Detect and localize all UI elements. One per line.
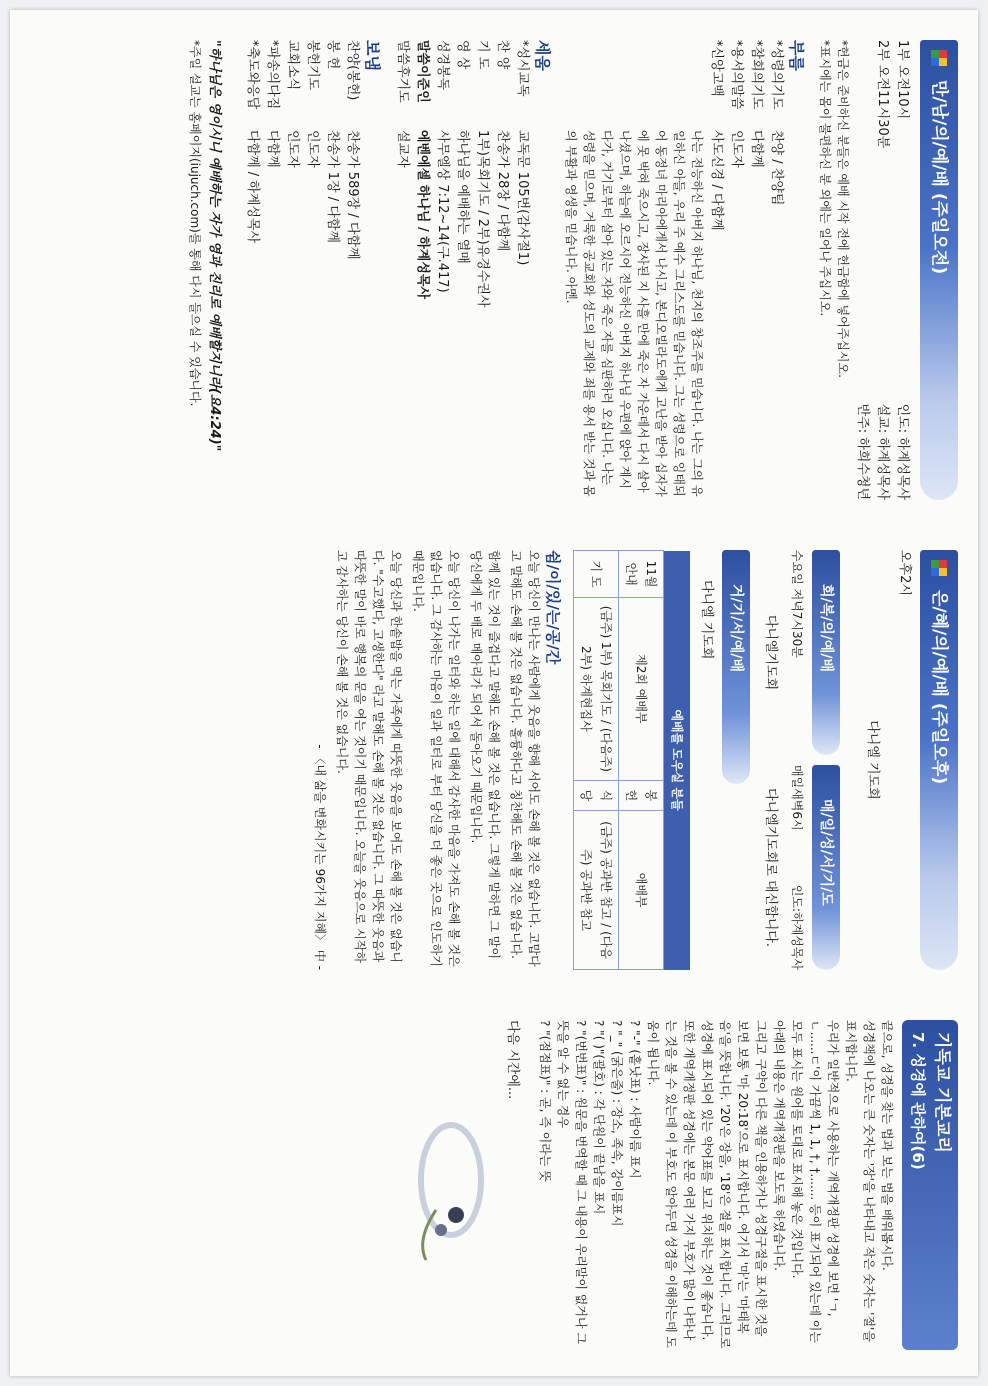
dawn-time: 매일새벽6시 (790, 765, 804, 831)
other-services (311, 550, 958, 970)
symbol-item: ? "(점점표)" : 곧, 즉 이라는 뜻 (538, 1020, 552, 1182)
symbol-item: ? "(번번표)" : 원문을 번역할 때 그 내용이 우리말이 없거나 그 뜻을 알 수 없는 경우 (556, 1020, 588, 1344)
morning-service (186, 40, 958, 500)
send-v-2: 인도자 (305, 130, 320, 168)
afternoon-time: 오후2시 (897, 550, 912, 596)
apostles-creed: 나는 전능하신 아버지 하나님, 천지의 창조주를 믿습니다. 나는 그의 유일하신 아들, 우리 주 예수 그리스도를 믿습니다. 그는 성령으로 잉태되어 동정녀 마리아에게서 나시고, 본디오빌라도에게 고난을 받아 십자가에 못 박혀 죽으시고, 장사된 지 사흘 만에 죽은 자 가운데서 다시 살아나셨으며, 하늘에 오르시어 전능하신 아버지 하나님 우편에 앉아 계시다가, 거기로부터 살아 있는 자와 죽은 자를 심판하러 오십니다. 나는 성령을 믿으며, 거룩한 공교회와 성도의 교제와 죄를 용서 받는 것과 몸의 부활과 영생을 믿습니다. 아멘. (564, 130, 704, 497)
helper-cell: 기 도 (574, 551, 619, 598)
section-worship: 부름 (787, 40, 806, 71)
wed-content: 다니엘기도회 (763, 614, 778, 691)
doctrine-paragraph: 아래의 내용은 개역개정판을 보도록 하였습니다. (772, 1020, 786, 1271)
wed-banner (812, 550, 840, 755)
rest-title: 쉼/이/있/는/공/간 (544, 550, 562, 665)
helper-cell: 식 당 (574, 780, 619, 811)
word-k-0: *성시교독 (515, 40, 530, 97)
afternoon-content: 다니엘 기도회 (865, 720, 880, 800)
rest-paragraph: 오늘 당신이 만나는 사람에게 웃음을 향해 서어도 손해 볼 것은 없습니다. 고맙다고 말해도 손해 볼 것은 없습니다. 훌륭하다고 칭찬해도 손해 볼 것은 없습니다. (509, 550, 541, 967)
scripture-quote: "하나님은 영이시니 예배하는 자가 영과 진리로 예배할지니라(요4:24)" (207, 40, 222, 452)
send-v-4: 다함께 (265, 130, 280, 168)
officiant-1: 인도: 하계성목사 (895, 403, 910, 500)
helper-cell: 11월안내 (619, 551, 664, 598)
word-k-3: 영 상 (455, 40, 470, 70)
afternoon-title: 은/혜/의/예/배 (주일오후) (929, 590, 949, 785)
church-logo-icon (931, 560, 947, 576)
rest-paragraph: 함께 있는 것이 즐겁다고 말해도 손해 볼 것은 없습니다. 그렇게 말하면 그 말이 당신에게 두 배로 메아리가 되어서 돌아오기 때문입니다. (469, 550, 501, 959)
sermon-online-note: *주일 설교는 홈페이지(iujuch.com)를 통해 다시 들으실 수 있습니다. (188, 40, 202, 407)
send-k-1: 봉 헌 (325, 40, 340, 70)
officiant-2: 설교: 하계성목사 (875, 403, 890, 500)
rest-source: - 〈내 삶을 변화시키는 96가지 지혜〉 中 - (313, 744, 327, 970)
word-v-4: 사무엘상 7:12~14(구.417) (435, 130, 450, 293)
flower-decoration-icon (406, 1120, 496, 1270)
fri-banner (722, 550, 750, 784)
section-word: 세움 (533, 40, 552, 71)
send-k-5: *축도와응답 (245, 40, 260, 110)
worship-v-2: 인도자 (729, 130, 744, 168)
word-v-1: 찬송가 28장 / 다함께 (495, 130, 510, 252)
word-v-2: 1부)목회기도 / 2부)유경수권사 (475, 130, 490, 308)
worship-v-3: 사도신경 / 다함께 (709, 130, 724, 231)
wed-title: 회/복/의/예/배 (818, 584, 834, 673)
church-logo-icon (931, 50, 947, 66)
word-k-2: 기 도 (475, 40, 490, 70)
dawn-leader: 인도:하계성목사 (790, 884, 804, 970)
send-v-0: 찬송가 589장 / 다함께 (345, 130, 360, 260)
helper-cell: 봉 헌 (619, 780, 664, 811)
send-k-2: 봉헌기도 (305, 40, 320, 91)
helper-cell: (금주) 1부) 목회기도 / (다음주) 2부) 하계현집사 (574, 598, 619, 780)
doctrine-title: 기독교 기본교리 (932, 1032, 952, 1153)
helper-cell: 제2회 예배부 (619, 598, 664, 780)
note-2: *표시에는 몸이 불편하신 분 외에는 일어나 주십시오. (818, 40, 832, 317)
worship-k-0: *성령의기도 (769, 40, 784, 110)
afternoon-banner (920, 550, 958, 970)
fri-title: 거/기/서/예/배 (728, 584, 744, 673)
send-v-1: 찬송가 1장 / 다함께 (325, 130, 340, 243)
dawn-content: 다니엘기도회로 대신합니다. (763, 788, 778, 947)
helper-cell: 애배부 (619, 811, 664, 970)
morning-title: 만/남/의/예/배 (주일오전) (929, 80, 949, 275)
wed-time: 수요일 저녁7시30분 (790, 550, 804, 658)
send-v-3: 인도자 (285, 130, 300, 168)
worship-k-2: *용서의말씀 (729, 40, 744, 110)
helpers-title: 예배를 도우실 분들 (664, 551, 691, 970)
doctrine-header (902, 1020, 958, 1350)
fri-content: 다니엘 기도회 (699, 580, 714, 660)
doctrine-sidebar (406, 1020, 958, 1350)
dawn-banner (812, 765, 840, 970)
word-v-6: 설교자 (395, 130, 410, 168)
worship-v-0: 찬양 / 찬양팀 (769, 130, 784, 206)
time-2: 2부 오전11시30분 (875, 40, 890, 149)
doctrine-paragraph: 그리고 구약이 다른 책을 인용하거나 성경구절을 표시한 것을 보면 보통 '마 20:18'으로 표시합니다. 여기서 '마'는 '마태복음'을 뜻합니다. '20'은 장을, '18'은 절을 표시합니다. 그러므로 성경에 표시되어 있는 약어표를 보고 위치하는 것이 좋습니다. (700, 1020, 768, 1349)
worship-v-1: 다함께 (749, 130, 764, 168)
dawn-title: 매/일/성/서/기/도 (818, 799, 834, 906)
symbol-item: ? "( )"(괄호) : 각 단원이 끝남을 표시 (592, 1020, 606, 1215)
worship-k-3: *신앙고백 (709, 40, 724, 97)
helpers-table (573, 550, 690, 970)
next-time: 다음 시간에... (505, 1020, 520, 1100)
send-k-0: 찬양(봉헌) (345, 40, 360, 101)
helper-cell: (금주) 공과반 참고 / (다음주) 공과반 참고 (574, 811, 619, 970)
section-send: 보냄 (363, 40, 382, 71)
word-k-5: 말씀이준인 (415, 40, 430, 103)
send-v-5: 다함께 / 하계성목사 (245, 130, 260, 244)
send-k-3: 교회소식 (285, 40, 300, 91)
symbol-item: ? "-" (홑낫표) : 사람이름 표시 (628, 1020, 642, 1179)
rest-paragraph: 오늘 당신이 나가는 일터와 하는 일에 대해서 감사한 마음을 가져도 손해 볼 것은 없습니다. 그 감사하는 마음이 일과 일터로 부터 당신을 더 좋은 곳으로 인도하기 때문입니다. (411, 550, 461, 967)
doctrine-paragraph: 끝으로, 성경을 찾는 법과 보는 법을 배워봅시다. (880, 1020, 894, 1271)
rotated-bulletin (10, 10, 978, 1376)
word-k-1: 찬 양 (495, 40, 510, 70)
word-k-6: 말씀후기도 (395, 40, 410, 103)
worship-k-1: *참회의기도 (749, 40, 764, 110)
word-v-5: 에벤에셀 하나님 / 하계성목사 (415, 130, 430, 300)
word-v-0: 교독문 105번(감사절1) (515, 130, 530, 266)
doctrine-paragraph: 또한 개역개정판 성경에는 본문 여러 가지 부호가 많이 나타나는 것을 볼 수 있는데 이 부호도 알아두면 성경을 이해하는데 도움이 됩니다. (646, 1020, 696, 1348)
doctrine-subtitle: 7. 성경에 관하여(6) (909, 1032, 927, 1170)
note-1: *헌금은 준비하신 분들은 예배 시작 전에 헌금함에 넣어주십시오. (836, 40, 850, 378)
rest-paragraph: 오늘 당신과 한솥밥을 먹는 가족에게 따뜻한 웃음을 보여도 손해 볼 것은 없습니다. "수고했다, 고생한다" 라고 말해도 손해 볼 것은 없습니다. 그 따뜻한 웃음과 따뜻한 말이 바로 행복의 문을 여는 것이기 때문입니다. 오늘을 웃음으로 시작하고 감사하는 당신이 손해 볼 것은 없습니다. (335, 550, 403, 963)
doctrine-paragraph: 우리가 일반적으로 사용하는 개역개정판 성경에 보면 'ㄱ, ㄴ......ㄷ'이 가끔씩 1, 1, †, †....... 등이 표기되어 있는데 이는 모두 표시는 원어를 토대로 표시해 놓은 것입니다. (790, 1020, 840, 1343)
word-k-4: 성경봉독 (435, 40, 450, 91)
symbol-item: ? "_" (굵은줄) : 장소, 족속, 강이름표시 (610, 1020, 624, 1227)
word-v-3: 하나님을 예배하는 열매 (455, 130, 470, 264)
morning-banner (920, 40, 958, 500)
officiant-3: 반주: 하희수청년 (855, 403, 870, 500)
send-k-4: *파송의다짐 (265, 40, 280, 110)
time-1: 1부 오전10시 (895, 40, 910, 120)
doctrine-paragraph: 성경책에 나오는 큰 숫자는 '장'을 나타내고 작은 숫자는 '절'을 표시합니다. (844, 1020, 876, 1342)
